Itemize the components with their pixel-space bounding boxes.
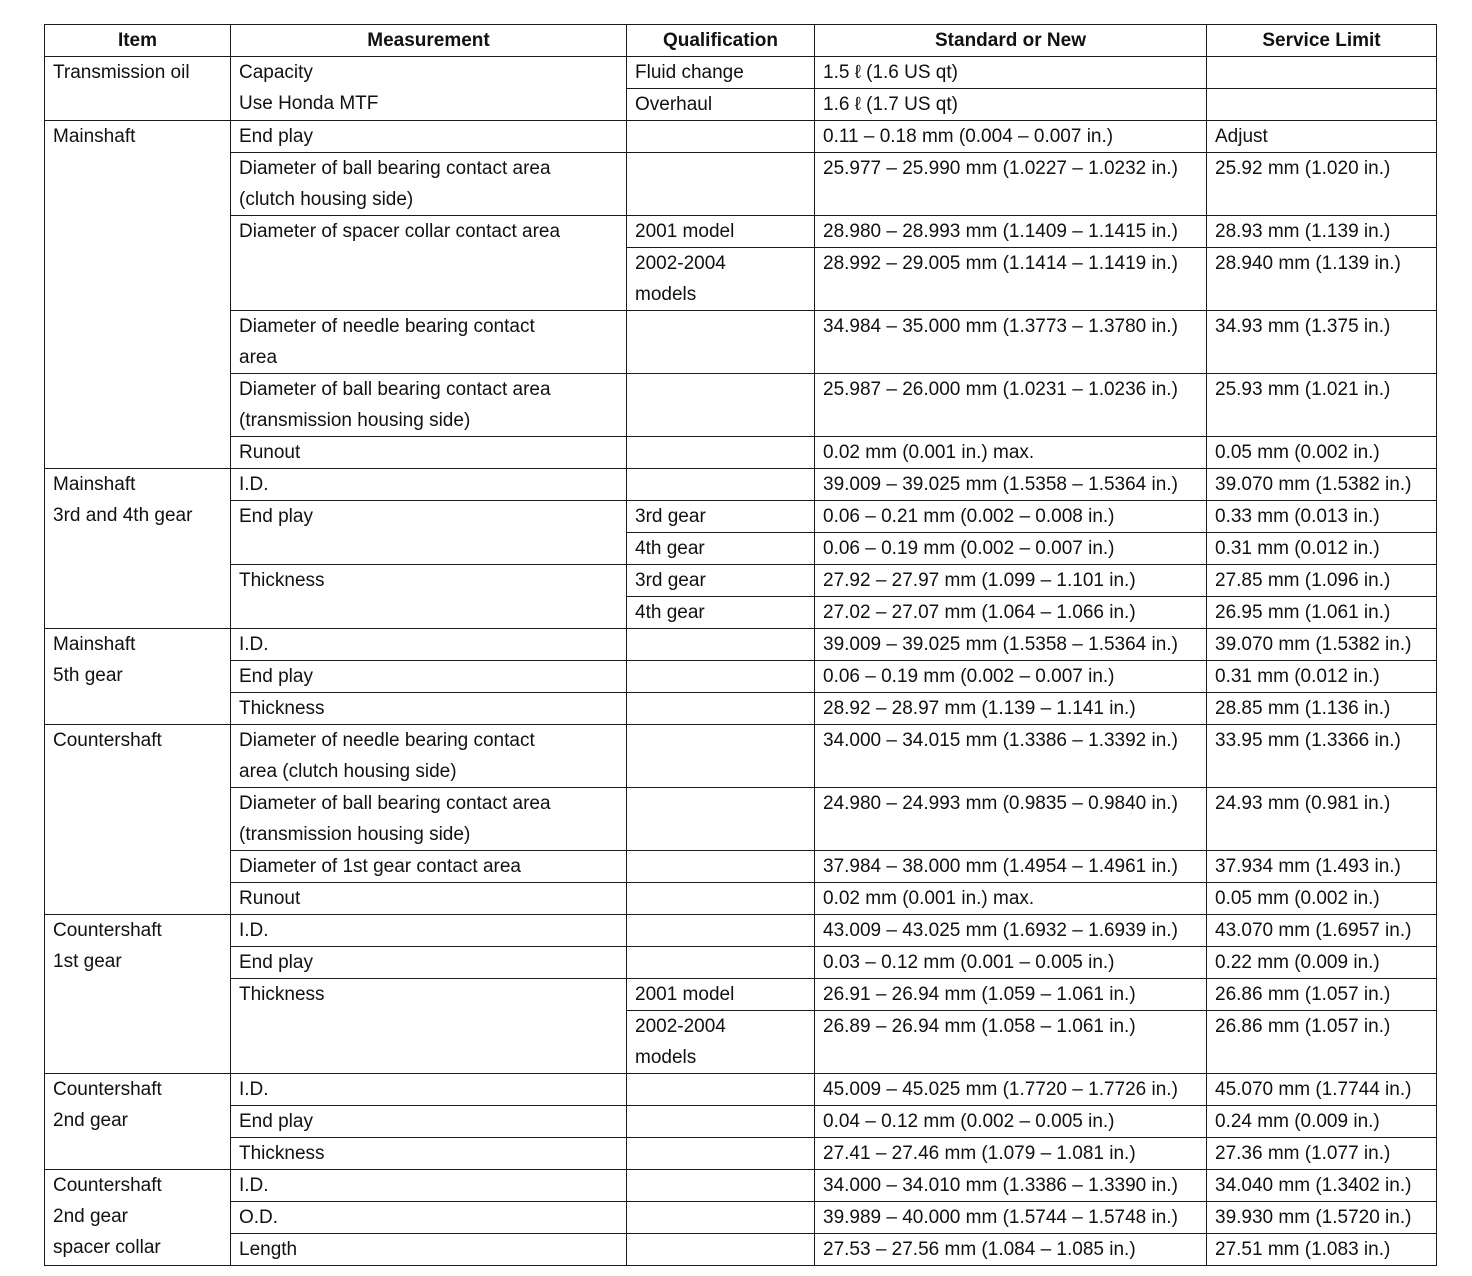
table-row bbox=[45, 661, 1437, 693]
cell-service-limit: 0.31 mm (0.012 in.) bbox=[1207, 661, 1437, 693]
cell-measurement: End play bbox=[231, 661, 627, 693]
table-body bbox=[45, 57, 1437, 1266]
cell-measurement: Diameter of needle bearing contact area bbox=[231, 311, 627, 374]
table-row bbox=[45, 883, 1437, 915]
table-row bbox=[45, 57, 1437, 89]
cell-measurement: Capacity Use Honda MTF bbox=[231, 57, 627, 121]
cell-service-limit: 25.93 mm (1.021 in.) bbox=[1207, 374, 1437, 437]
cell-standard: 34.000 – 34.010 mm (1.3386 – 1.3390 in.) bbox=[815, 1170, 1207, 1202]
header-service-limit: Service Limit bbox=[1207, 25, 1437, 57]
table-row bbox=[45, 1234, 1437, 1266]
table-row bbox=[45, 1074, 1437, 1106]
table-row bbox=[45, 565, 1437, 597]
cell-item: Countershaft 2nd gear spacer collar bbox=[45, 1170, 231, 1266]
cell-measurement: Thickness bbox=[231, 1138, 627, 1170]
table-row bbox=[45, 725, 1437, 788]
cell-qualification: Overhaul bbox=[627, 89, 815, 121]
cell-qualification bbox=[627, 1074, 815, 1106]
cell-standard: 24.980 – 24.993 mm (0.9835 – 0.9840 in.) bbox=[815, 788, 1207, 851]
cell-service-limit: 37.934 mm (1.493 in.) bbox=[1207, 851, 1437, 883]
cell-qualification bbox=[627, 1170, 815, 1202]
cell-qualification: 2001 model bbox=[627, 979, 815, 1011]
cell-qualification bbox=[627, 851, 815, 883]
cell-standard: 34.000 – 34.015 mm (1.3386 – 1.3392 in.) bbox=[815, 725, 1207, 788]
cell-standard: 45.009 – 45.025 mm (1.7720 – 1.7726 in.) bbox=[815, 1074, 1207, 1106]
cell-standard: 1.5 ℓ (1.6 US qt) bbox=[815, 57, 1207, 89]
cell-qualification: Fluid change bbox=[627, 57, 815, 89]
cell-qualification bbox=[627, 1234, 815, 1266]
cell-measurement: End play bbox=[231, 1106, 627, 1138]
table-row bbox=[45, 788, 1437, 851]
cell-measurement: End play bbox=[231, 121, 627, 153]
cell-service-limit: 28.93 mm (1.139 in.) bbox=[1207, 216, 1437, 248]
table-row bbox=[45, 153, 1437, 216]
cell-measurement: Diameter of needle bearing contact area (clutch housing side) bbox=[231, 725, 627, 788]
cell-standard: 39.009 – 39.025 mm (1.5358 – 1.5364 in.) bbox=[815, 629, 1207, 661]
cell-qualification bbox=[627, 693, 815, 725]
cell-qualification: 3rd gear bbox=[627, 565, 815, 597]
table-row bbox=[45, 501, 1437, 533]
cell-measurement: I.D. bbox=[231, 469, 627, 501]
cell-measurement: Diameter of ball bearing contact area (transmission housing side) bbox=[231, 374, 627, 437]
cell-qualification bbox=[627, 661, 815, 693]
cell-standard: 0.06 – 0.19 mm (0.002 – 0.007 in.) bbox=[815, 661, 1207, 693]
cell-standard: 28.92 – 28.97 mm (1.139 – 1.141 in.) bbox=[815, 693, 1207, 725]
specifications-table bbox=[44, 24, 1437, 1266]
cell-item: Mainshaft 5th gear bbox=[45, 629, 231, 725]
cell-service-limit: 28.940 mm (1.139 in.) bbox=[1207, 248, 1437, 311]
cell-standard: 34.984 – 35.000 mm (1.3773 – 1.3780 in.) bbox=[815, 311, 1207, 374]
cell-service-limit bbox=[1207, 89, 1437, 121]
cell-standard: 0.11 – 0.18 mm (0.004 – 0.007 in.) bbox=[815, 121, 1207, 153]
cell-qualification: 2001 model bbox=[627, 216, 815, 248]
table-row bbox=[45, 947, 1437, 979]
cell-standard: 43.009 – 43.025 mm (1.6932 – 1.6939 in.) bbox=[815, 915, 1207, 947]
header-item: Item bbox=[45, 25, 231, 57]
cell-measurement: Thickness bbox=[231, 565, 627, 629]
cell-service-limit: 0.24 mm (0.009 in.) bbox=[1207, 1106, 1437, 1138]
table-row bbox=[45, 979, 1437, 1011]
cell-qualification bbox=[627, 374, 815, 437]
cell-standard: 28.992 – 29.005 mm (1.1414 – 1.1419 in.) bbox=[815, 248, 1207, 311]
cell-item: Countershaft 2nd gear bbox=[45, 1074, 231, 1170]
cell-qualification bbox=[627, 437, 815, 469]
cell-qualification bbox=[627, 311, 815, 374]
cell-item: Countershaft bbox=[45, 725, 231, 915]
cell-qualification bbox=[627, 947, 815, 979]
cell-qualification bbox=[627, 788, 815, 851]
cell-qualification: 2002-2004 models bbox=[627, 1011, 815, 1074]
cell-service-limit: 39.070 mm (1.5382 in.) bbox=[1207, 469, 1437, 501]
table-row bbox=[45, 1170, 1437, 1202]
cell-qualification bbox=[627, 629, 815, 661]
cell-service-limit: 34.040 mm (1.3402 in.) bbox=[1207, 1170, 1437, 1202]
cell-measurement: Diameter of ball bearing contact area (transmission housing side) bbox=[231, 788, 627, 851]
table-row bbox=[45, 469, 1437, 501]
cell-standard: 1.6 ℓ (1.7 US qt) bbox=[815, 89, 1207, 121]
cell-service-limit: 26.95 mm (1.061 in.) bbox=[1207, 597, 1437, 629]
cell-standard: 25.977 – 25.990 mm (1.0227 – 1.0232 in.) bbox=[815, 153, 1207, 216]
cell-standard: 0.02 mm (0.001 in.) max. bbox=[815, 883, 1207, 915]
header-qualification: Qualification bbox=[627, 25, 815, 57]
header-standard: Standard or New bbox=[815, 25, 1207, 57]
cell-measurement: Thickness bbox=[231, 693, 627, 725]
cell-measurement: Diameter of 1st gear contact area bbox=[231, 851, 627, 883]
cell-item: Transmission oil bbox=[45, 57, 231, 121]
cell-standard: 27.92 – 27.97 mm (1.099 – 1.101 in.) bbox=[815, 565, 1207, 597]
cell-service-limit: 26.86 mm (1.057 in.) bbox=[1207, 979, 1437, 1011]
cell-service-limit: 45.070 mm (1.7744 in.) bbox=[1207, 1074, 1437, 1106]
table-row bbox=[45, 437, 1437, 469]
cell-measurement: Runout bbox=[231, 437, 627, 469]
table-row bbox=[45, 1202, 1437, 1234]
cell-standard: 0.06 – 0.19 mm (0.002 – 0.007 in.) bbox=[815, 533, 1207, 565]
cell-standard: 0.02 mm (0.001 in.) max. bbox=[815, 437, 1207, 469]
cell-service-limit: Adjust bbox=[1207, 121, 1437, 153]
table-row bbox=[45, 1106, 1437, 1138]
cell-measurement: End play bbox=[231, 501, 627, 565]
cell-standard: 37.984 – 38.000 mm (1.4954 – 1.4961 in.) bbox=[815, 851, 1207, 883]
cell-service-limit: 33.95 mm (1.3366 in.) bbox=[1207, 725, 1437, 788]
cell-standard: 0.06 – 0.21 mm (0.002 – 0.008 in.) bbox=[815, 501, 1207, 533]
cell-service-limit: 39.930 mm (1.5720 in.) bbox=[1207, 1202, 1437, 1234]
table-row bbox=[45, 121, 1437, 153]
cell-item: Mainshaft bbox=[45, 121, 231, 469]
cell-qualification bbox=[627, 153, 815, 216]
cell-measurement: I.D. bbox=[231, 1170, 627, 1202]
cell-service-limit: 0.05 mm (0.002 in.) bbox=[1207, 437, 1437, 469]
cell-qualification bbox=[627, 469, 815, 501]
cell-standard: 39.989 – 40.000 mm (1.5744 – 1.5748 in.) bbox=[815, 1202, 1207, 1234]
cell-service-limit: 34.93 mm (1.375 in.) bbox=[1207, 311, 1437, 374]
cell-measurement: Diameter of spacer collar contact area bbox=[231, 216, 627, 311]
cell-service-limit: 0.22 mm (0.009 in.) bbox=[1207, 947, 1437, 979]
cell-measurement: Length bbox=[231, 1234, 627, 1266]
cell-service-limit: 27.51 mm (1.083 in.) bbox=[1207, 1234, 1437, 1266]
cell-standard: 26.89 – 26.94 mm (1.058 – 1.061 in.) bbox=[815, 1011, 1207, 1074]
cell-item: Mainshaft 3rd and 4th gear bbox=[45, 469, 231, 629]
cell-standard: 0.04 – 0.12 mm (0.002 – 0.005 in.) bbox=[815, 1106, 1207, 1138]
cell-service-limit: 24.93 mm (0.981 in.) bbox=[1207, 788, 1437, 851]
table-row bbox=[45, 1138, 1437, 1170]
cell-measurement: I.D. bbox=[231, 1074, 627, 1106]
cell-standard: 0.03 – 0.12 mm (0.001 – 0.005 in.) bbox=[815, 947, 1207, 979]
cell-measurement: Runout bbox=[231, 883, 627, 915]
cell-service-limit: 0.33 mm (0.013 in.) bbox=[1207, 501, 1437, 533]
cell-qualification bbox=[627, 883, 815, 915]
cell-standard: 26.91 – 26.94 mm (1.059 – 1.061 in.) bbox=[815, 979, 1207, 1011]
cell-standard: 27.41 – 27.46 mm (1.079 – 1.081 in.) bbox=[815, 1138, 1207, 1170]
cell-standard: 27.53 – 27.56 mm (1.084 – 1.085 in.) bbox=[815, 1234, 1207, 1266]
table-row bbox=[45, 693, 1437, 725]
cell-qualification bbox=[627, 725, 815, 788]
table-row bbox=[45, 216, 1437, 248]
cell-qualification bbox=[627, 121, 815, 153]
cell-standard: 25.987 – 26.000 mm (1.0231 – 1.0236 in.) bbox=[815, 374, 1207, 437]
cell-standard: 27.02 – 27.07 mm (1.064 – 1.066 in.) bbox=[815, 597, 1207, 629]
cell-service-limit: 27.36 mm (1.077 in.) bbox=[1207, 1138, 1437, 1170]
cell-measurement: Diameter of ball bearing contact area (clutch housing side) bbox=[231, 153, 627, 216]
cell-qualification: 2002-2004 models bbox=[627, 248, 815, 311]
cell-service-limit: 26.86 mm (1.057 in.) bbox=[1207, 1011, 1437, 1074]
cell-qualification bbox=[627, 1202, 815, 1234]
table-row bbox=[45, 311, 1437, 374]
cell-measurement: I.D. bbox=[231, 915, 627, 947]
cell-measurement: O.D. bbox=[231, 1202, 627, 1234]
cell-service-limit: 43.070 mm (1.6957 in.) bbox=[1207, 915, 1437, 947]
cell-service-limit: 28.85 mm (1.136 in.) bbox=[1207, 693, 1437, 725]
cell-qualification bbox=[627, 1138, 815, 1170]
table-row bbox=[45, 629, 1437, 661]
cell-service-limit: 0.31 mm (0.012 in.) bbox=[1207, 533, 1437, 565]
header-row bbox=[45, 25, 1437, 57]
cell-measurement: End play bbox=[231, 947, 627, 979]
cell-measurement: Thickness bbox=[231, 979, 627, 1074]
table-row bbox=[45, 915, 1437, 947]
cell-service-limit: 0.05 mm (0.002 in.) bbox=[1207, 883, 1437, 915]
cell-qualification: 4th gear bbox=[627, 597, 815, 629]
cell-qualification: 4th gear bbox=[627, 533, 815, 565]
table-row bbox=[45, 851, 1437, 883]
cell-measurement: I.D. bbox=[231, 629, 627, 661]
header-measurement: Measurement bbox=[231, 25, 627, 57]
cell-service-limit: 27.85 mm (1.096 in.) bbox=[1207, 565, 1437, 597]
cell-qualification bbox=[627, 1106, 815, 1138]
table-row bbox=[45, 374, 1437, 437]
cell-standard: 39.009 – 39.025 mm (1.5358 – 1.5364 in.) bbox=[815, 469, 1207, 501]
cell-service-limit: 25.92 mm (1.020 in.) bbox=[1207, 153, 1437, 216]
cell-qualification: 3rd gear bbox=[627, 501, 815, 533]
cell-item: Countershaft 1st gear bbox=[45, 915, 231, 1074]
cell-service-limit bbox=[1207, 57, 1437, 89]
cell-qualification bbox=[627, 915, 815, 947]
cell-service-limit: 39.070 mm (1.5382 in.) bbox=[1207, 629, 1437, 661]
cell-standard: 28.980 – 28.993 mm (1.1409 – 1.1415 in.) bbox=[815, 216, 1207, 248]
